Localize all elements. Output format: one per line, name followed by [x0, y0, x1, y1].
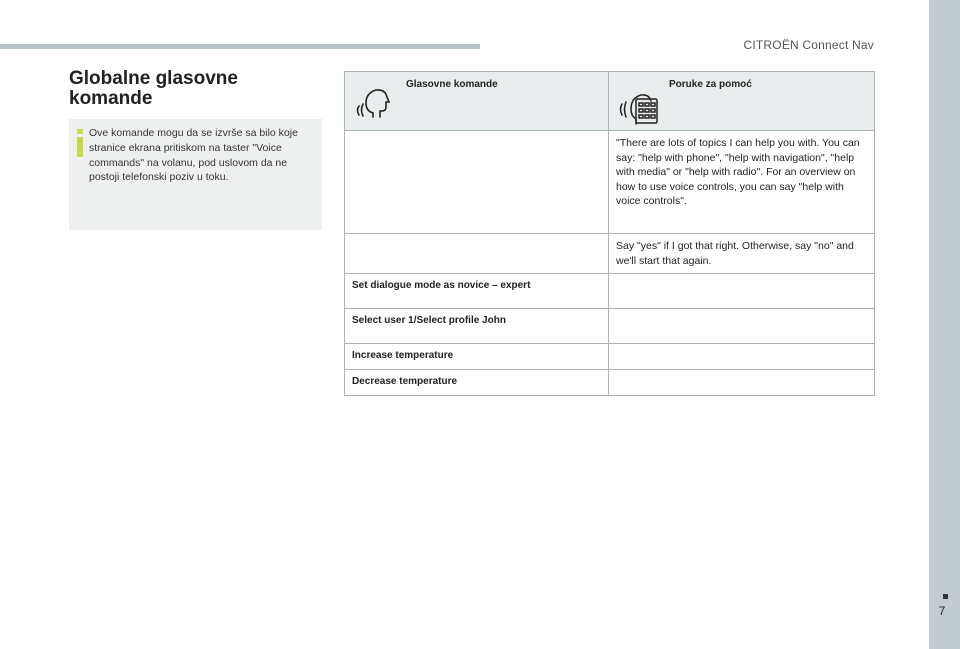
table-row — [345, 274, 875, 309]
header-voice-commands — [345, 72, 609, 131]
page-edge-strip — [929, 0, 960, 649]
table-row — [345, 370, 875, 396]
message-cell — [609, 274, 875, 309]
section-title-line1: Globalne glasovne — [69, 68, 238, 89]
brand-label: CITROËN Connect Nav — [743, 38, 874, 52]
table-row — [345, 234, 875, 274]
header-help-messages — [609, 72, 875, 131]
page-number: 7 — [938, 604, 946, 618]
command-cell — [345, 234, 609, 274]
col1-header-label: Glasovne komande — [406, 79, 498, 90]
info-text: Ove komande mogu da se izvrše sa bilo koje stranice ekrana pritiskom na taster "Voice commands" na volanu, pod uslovom da ne postoji telefonski poziv u toku. — [89, 127, 298, 184]
voice-speaking-head-icon — [355, 86, 391, 118]
message-cell: "There are lots of topics I can help you with. You can say: "help with phone", "help with navigation", "help with media" or "help with radio". For an overview on how to use voice controls, you can say "help with voice controls". — [609, 131, 875, 234]
header-rule — [0, 44, 480, 49]
command-cell: Increase temperature — [345, 344, 609, 370]
message-cell — [609, 309, 875, 344]
table-row — [345, 344, 875, 370]
page-marker — [943, 594, 948, 599]
command-cell: Decrease temperature — [345, 370, 609, 396]
info-icon — [77, 129, 83, 157]
section-title-line2: komande — [69, 88, 153, 109]
voice-commands-table — [344, 71, 875, 396]
message-cell — [609, 344, 875, 370]
info-note — [69, 119, 322, 230]
section-title — [69, 69, 319, 109]
table-row — [345, 309, 875, 344]
voice-help-keypad-icon — [619, 86, 659, 126]
message-cell — [609, 370, 875, 396]
table-row — [345, 131, 875, 234]
message-cell: Say "yes" if I got that right. Otherwise, say "no" and we'll start that again. — [609, 234, 875, 274]
command-cell — [345, 131, 609, 234]
table-header-row — [345, 72, 875, 131]
command-cell: Select user 1/Select profile John — [345, 309, 609, 344]
command-cell: Set dialogue mode as novice – expert — [345, 274, 609, 309]
col2-header-label: Poruke za pomoć — [669, 79, 752, 90]
